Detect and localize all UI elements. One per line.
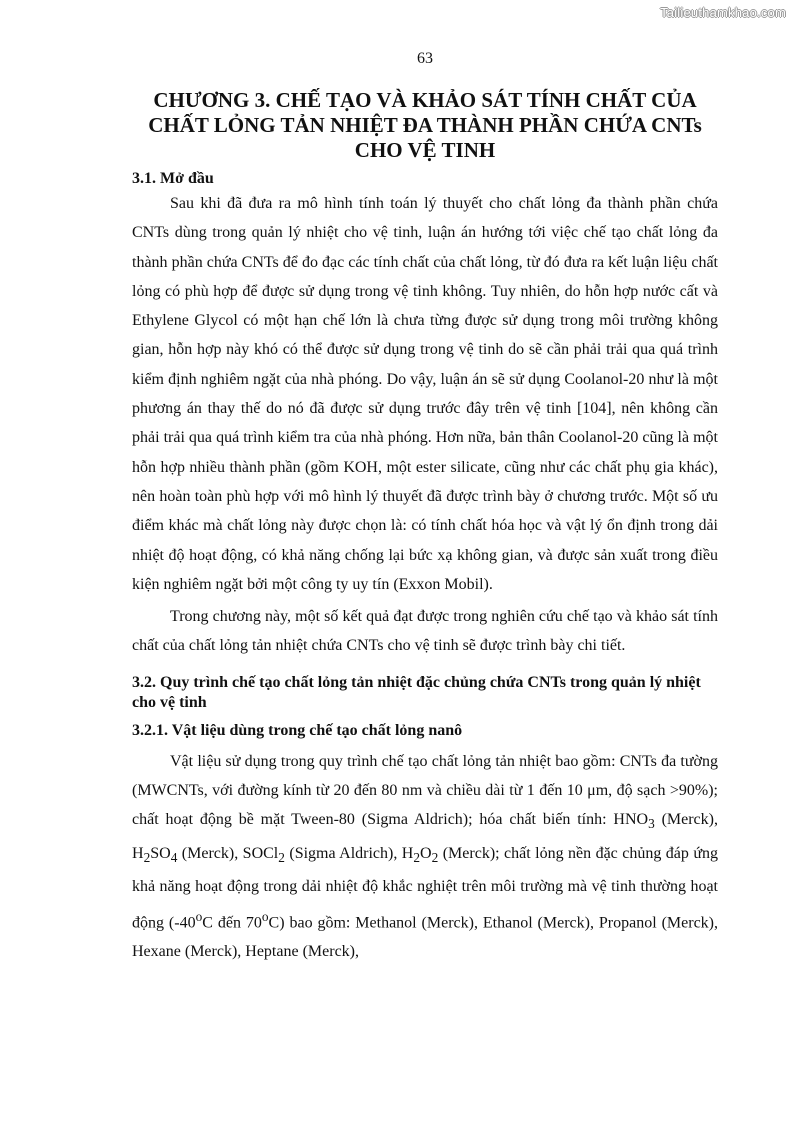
subscript: 2 <box>143 850 151 866</box>
text-segment: (Sigma Aldrich), H <box>284 844 414 862</box>
section-heading-3-2: 3.2. Quy trình chế tạo chất lỏng tản nhiệt đặc chủng chứa CNTs trong quản lý nhiệt cho vệ tinh <box>132 673 701 711</box>
superscript: o <box>261 908 269 924</box>
chapter-title-line-2: CHẤT LỎNG TẢN NHIỆT ĐA THÀNH PHẦN CHỨA CNTs <box>148 113 702 137</box>
subscript: 3 <box>648 816 655 832</box>
paragraph-intro-2: Trong chương này, một số kết quả đạt được trong nghiên cứu chế tạo và khảo sát tính chất của chất lỏng tản nhiệt chứa CNTs cho vệ tinh sẽ được trình bày chi tiết. <box>132 608 718 655</box>
text-segment: C) bao gồm: Methanol (Merck), Ethanol (Merck), Propanol (Merck), Hexane (Merck), Heptane (Merck), <box>132 913 719 961</box>
text-segment: SO <box>150 844 171 862</box>
text-segment: C đến 70 <box>202 913 262 931</box>
superscript: o <box>195 908 203 924</box>
paragraph-intro-1: Sau khi đã đưa ra mô hình tính toán lý thuyết cho chất lỏng đa thành phần chứa CNTs dùng trong quản lý nhiệt cho vệ tinh, luận án hướng tới việc chế tạo chất lỏng đa thành phần chứa CNTs để đo đạc các tính chất của chất lỏng, từ đó đưa ra kết luận liệu chất lỏng có phù hợp để được sử dụng trong vệ tinh không. Tuy nhiên, do hỗn hợp nước cất và Ethylene Glycol có một hạn chế lớn là chưa từng được sử dụng trong môi trường không gian, hỗn hợp này khó có thể được sử dụng trong vệ tinh do sẽ cần phải trải qua quá trình kiểm định nghiêm ngặt của nhà phóng. Do vậy, luận án sẽ sử dụng Coolanol-20 như là một phương án thay thế do nó đã được sử dụng trước đây trên vệ tinh [104], nên không cần phải trải qua quá trình kiểm tra của nhà phóng. Hơn nữa, bản thân Coolanol-20 cũng là một hỗn hợp nhiều thành phần (gồm KOH, một ester silicate, cũng như các chất phụ gia khác), nên hoàn toàn phù hợp với mô hình lý thuyết đã được trình bày ở chương trước. Một số ưu điểm khác mà chất lỏng này được chọn là: có tính chất hóa học và vật lý ổn định trong dải nhiệt độ hoạt động, có khả năng chống lại bức xạ không gian, và được sản xuất trong điều kiện nghiêm ngặt bởi một công ty uy tín (Exxon Mobil). <box>132 195 718 593</box>
chapter-title-line-1: CHƯƠNG 3. CHẾ TẠO VÀ KHẢO SÁT TÍNH CHẤT CỦA <box>153 88 697 112</box>
text-segment: Vật liệu sử dụng trong quy trình chế tạo chất lỏng tản nhiệt bao gồm: CNTs đa tường (MWCNTs, với đường kính từ 20 đến 80 nm và chiều dài từ 1 đến 10 μm, độ sạch >90%); chất hoạt động bề mặt Tween-80 (Sigma Aldrich); hóa chất biến tính: HNO <box>132 752 718 829</box>
page-number: 63 <box>417 50 433 67</box>
text-segment: (Merck), SOCl <box>177 844 279 862</box>
page-content <box>132 88 718 967</box>
chapter-title-line-3: CHO VỆ TINH <box>354 138 496 162</box>
subscript: 2 <box>413 850 421 866</box>
section-heading-3-1: 3.1. Mở đầu <box>132 170 214 187</box>
watermark: Tailieuthamkhao.com <box>660 5 786 20</box>
text-segment: (Merck); chất lỏng nền đặc chủng đáp ứng khả năng hoạt động trong dải nhiệt độ khắc nghiệt trên môi trường mà vệ tinh thường hoạt động (-40 <box>132 844 719 931</box>
paragraph-materials <box>132 747 718 967</box>
section-heading-3-2-1: 3.2.1. Vật liệu dùng trong chế tạo chất lỏng nanô <box>132 721 463 739</box>
text-segment: O <box>420 844 432 862</box>
subscript: 2 <box>431 850 439 866</box>
text-segment: (Merck), H <box>132 811 718 862</box>
subscript: 4 <box>170 850 178 866</box>
subscript: 2 <box>278 850 285 866</box>
chapter-title <box>132 88 718 163</box>
